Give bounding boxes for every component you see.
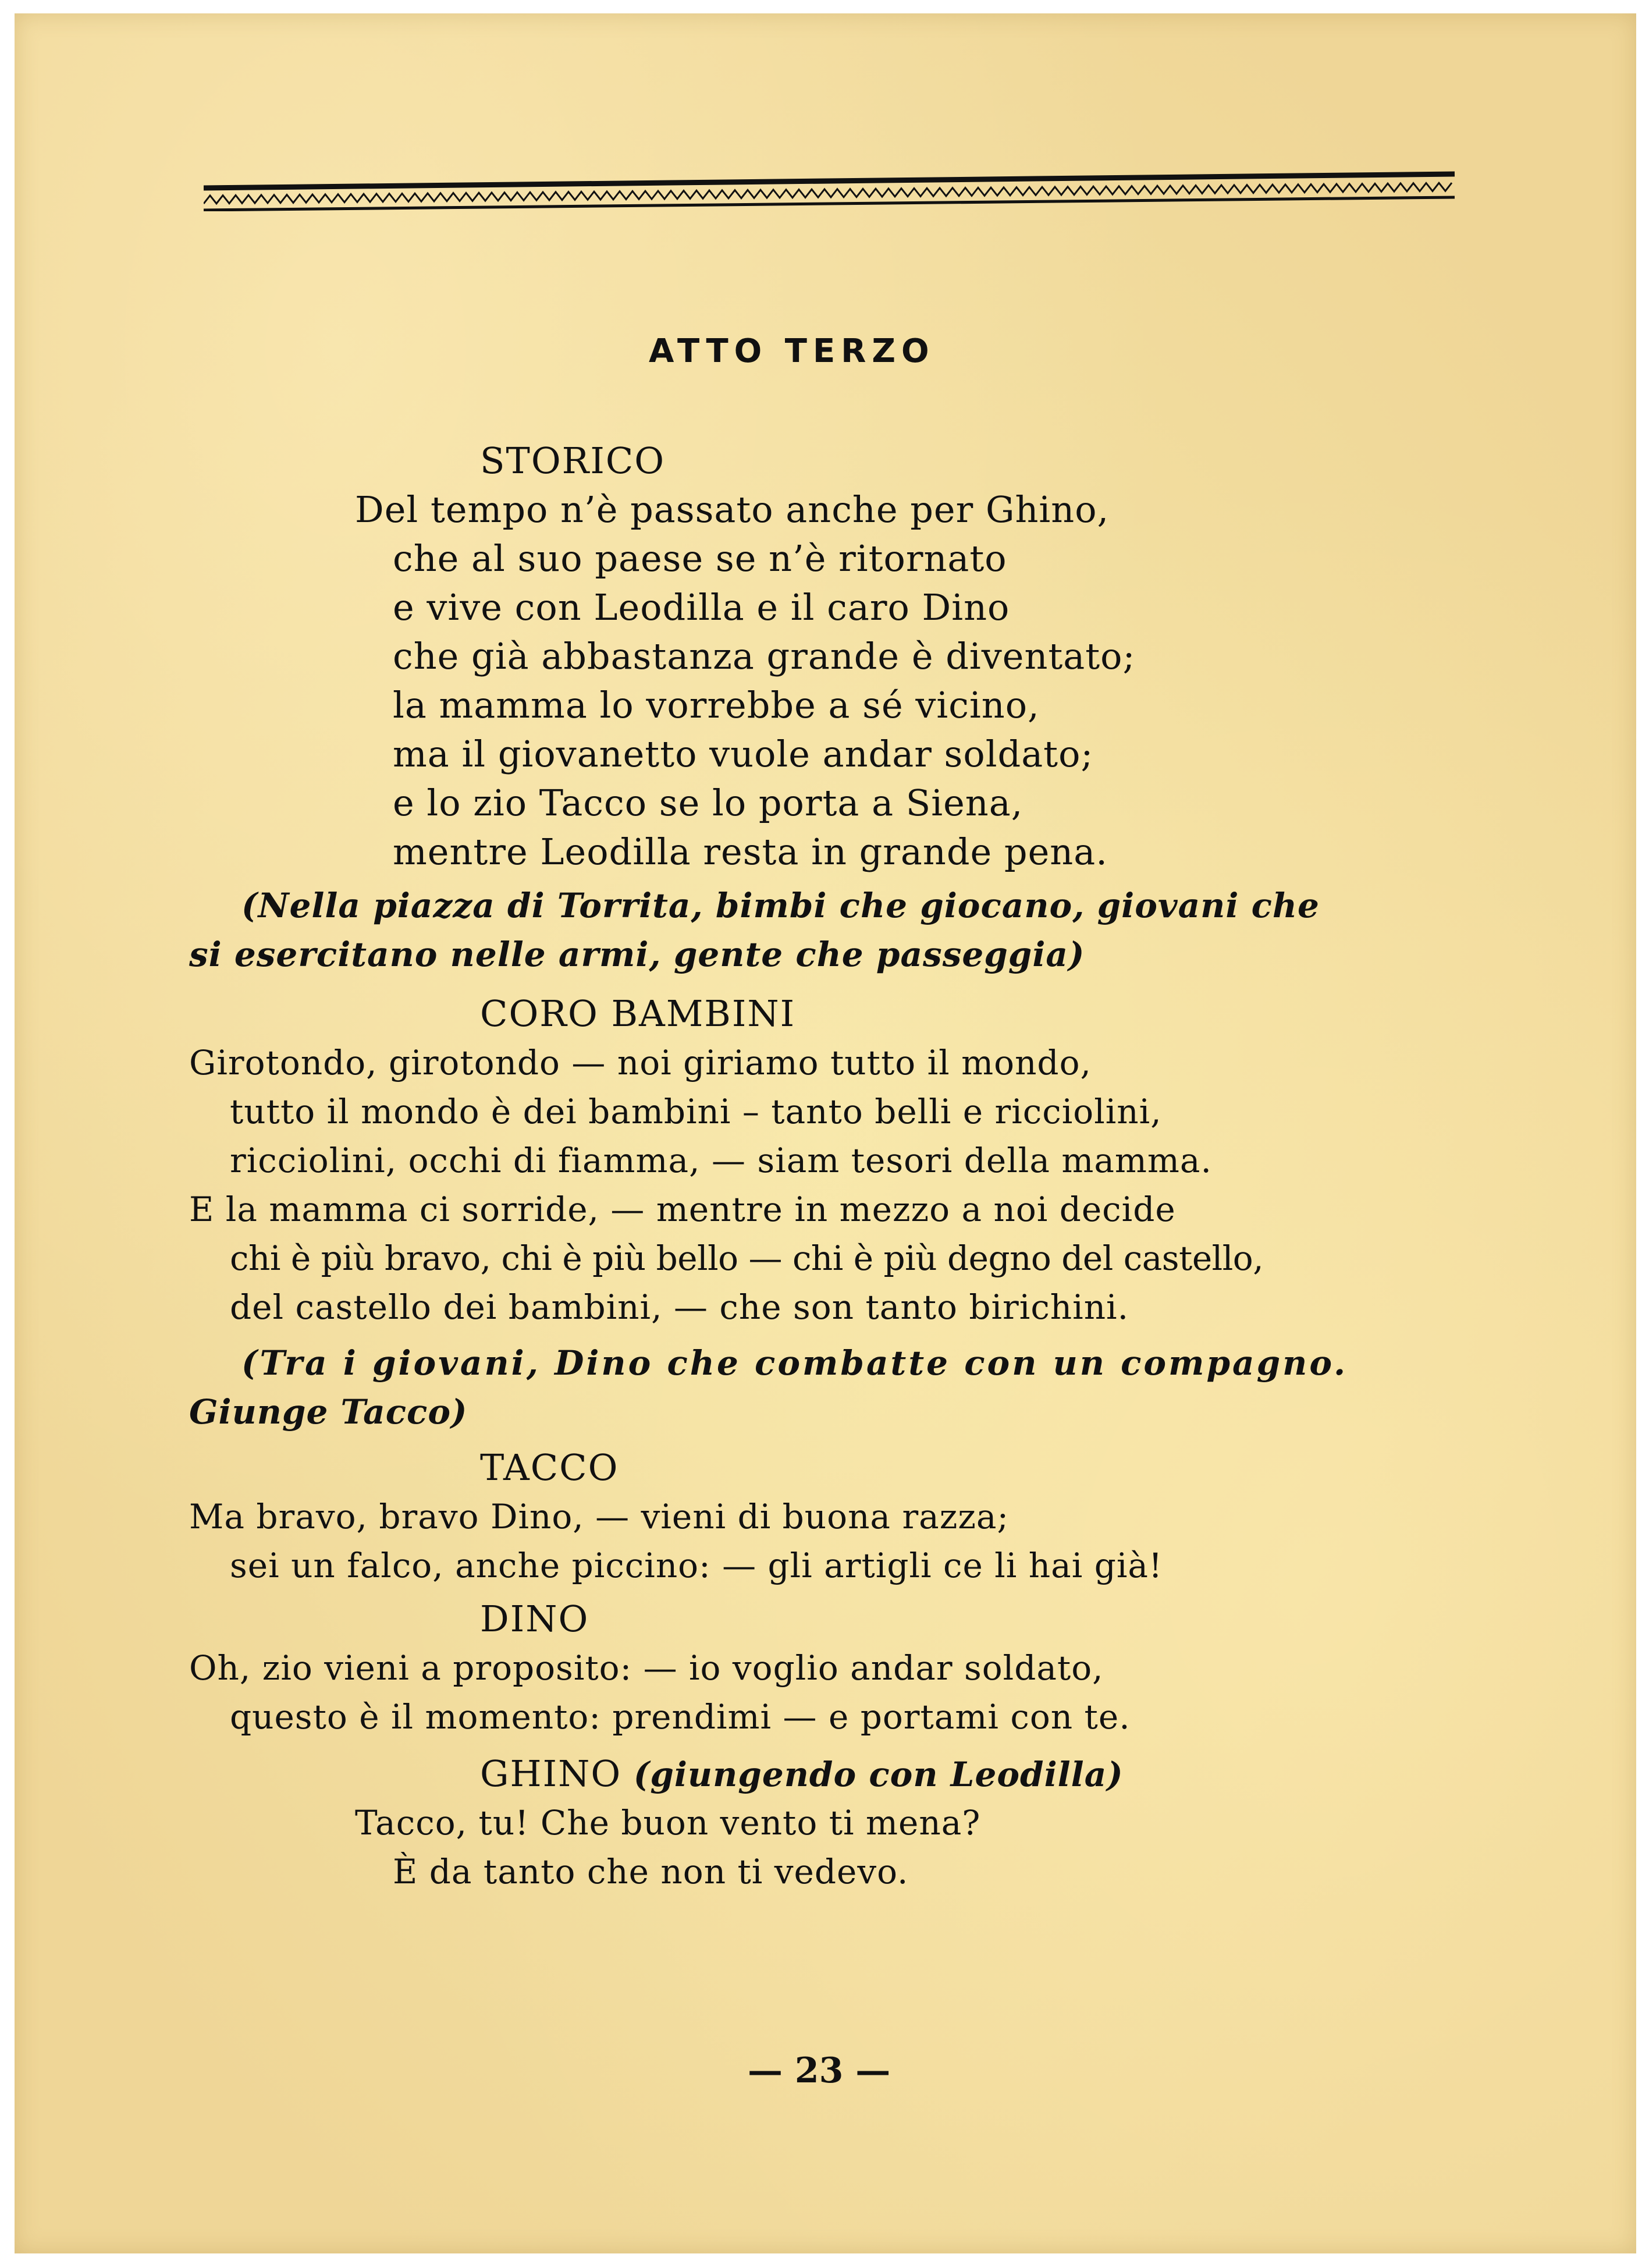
speaker-dino: DINO [480,1598,589,1640]
verse-line: Del tempo n’è passato anche per Ghino, [355,488,1110,531]
verse-line: ricciolini, occhi di fiamma, — siam tesori della mamma. [230,1141,1212,1180]
verse-line: sei un falco, anche piccino: — gli artigli ce li hai già! [230,1546,1163,1585]
stage-direction: Giunge Tacco) [189,1392,468,1432]
verse-line: mentre Leodilla resta in grande pena. [393,830,1108,873]
verse-line: ma il giovanetto vuole andar soldato; [393,733,1094,775]
verse-line: e vive con Leodilla e il caro Dino [393,586,1010,629]
verse-line: Oh, zio vieni a proposito: — io voglio andar soldato, [189,1648,1104,1688]
verse-line: la mamma lo vorrebbe a sé vicino, [393,684,1040,726]
verse-line: E la mamma ci sorride, — mentre in mezzo a noi decide [189,1190,1176,1229]
verse-line: questo è il momento: prendimi — e portami con te. [230,1697,1131,1737]
stage-direction: (Tra i giovani, Dino che combatte con un compagno. [241,1343,1348,1383]
speaker-storico: STORICO [480,439,666,482]
speaker-coro-bambini: CORO BAMBINI [480,992,796,1035]
stage-direction: (Nella piazza di Torrita, bimbi che giocano, giovani che [241,886,1320,925]
book-page [15,13,1636,2253]
verse-line: È da tanto che non ti vedevo. [393,1852,909,1891]
verse-line: che già abbastanza grande è diventato; [393,635,1136,677]
act-title: ATTO TERZO [649,332,935,370]
verse-line: tutto il mondo è dei bambini – tanto belli e ricciolini, [230,1092,1162,1131]
verse-line: che al suo paese se n’è ritornato [393,537,1007,580]
verse-line: Tacco, tu! Che buon vento ti mena? [355,1803,981,1843]
ornamental-border-icon [204,171,1455,211]
verse-line: chi è più bravo, chi è più bello — chi è più degno del castello, [230,1238,1264,1278]
verse-line: e lo zio Tacco se lo porta a Siena, [393,782,1023,824]
verse-line: Girotondo, girotondo — noi giriamo tutto il mondo, [189,1043,1092,1082]
stage-direction: si esercitano nelle armi, gente che passeggia) [189,935,1085,974]
decorative-header-rule [204,171,1455,211]
stage-direction: (giungendo con Leodilla) [633,1755,1124,1794]
page-number: — 23 — [748,2050,891,2091]
speaker-ghino: GHINO [480,1752,622,1795]
verse-line: Ma bravo, bravo Dino, — vieni di buona razza; [189,1497,1009,1536]
speaker-ghino-line [480,1752,1124,1795]
speaker-tacco: TACCO [480,1446,619,1489]
verse-line: del castello dei bambini, — che son tanto birichini. [230,1287,1129,1327]
